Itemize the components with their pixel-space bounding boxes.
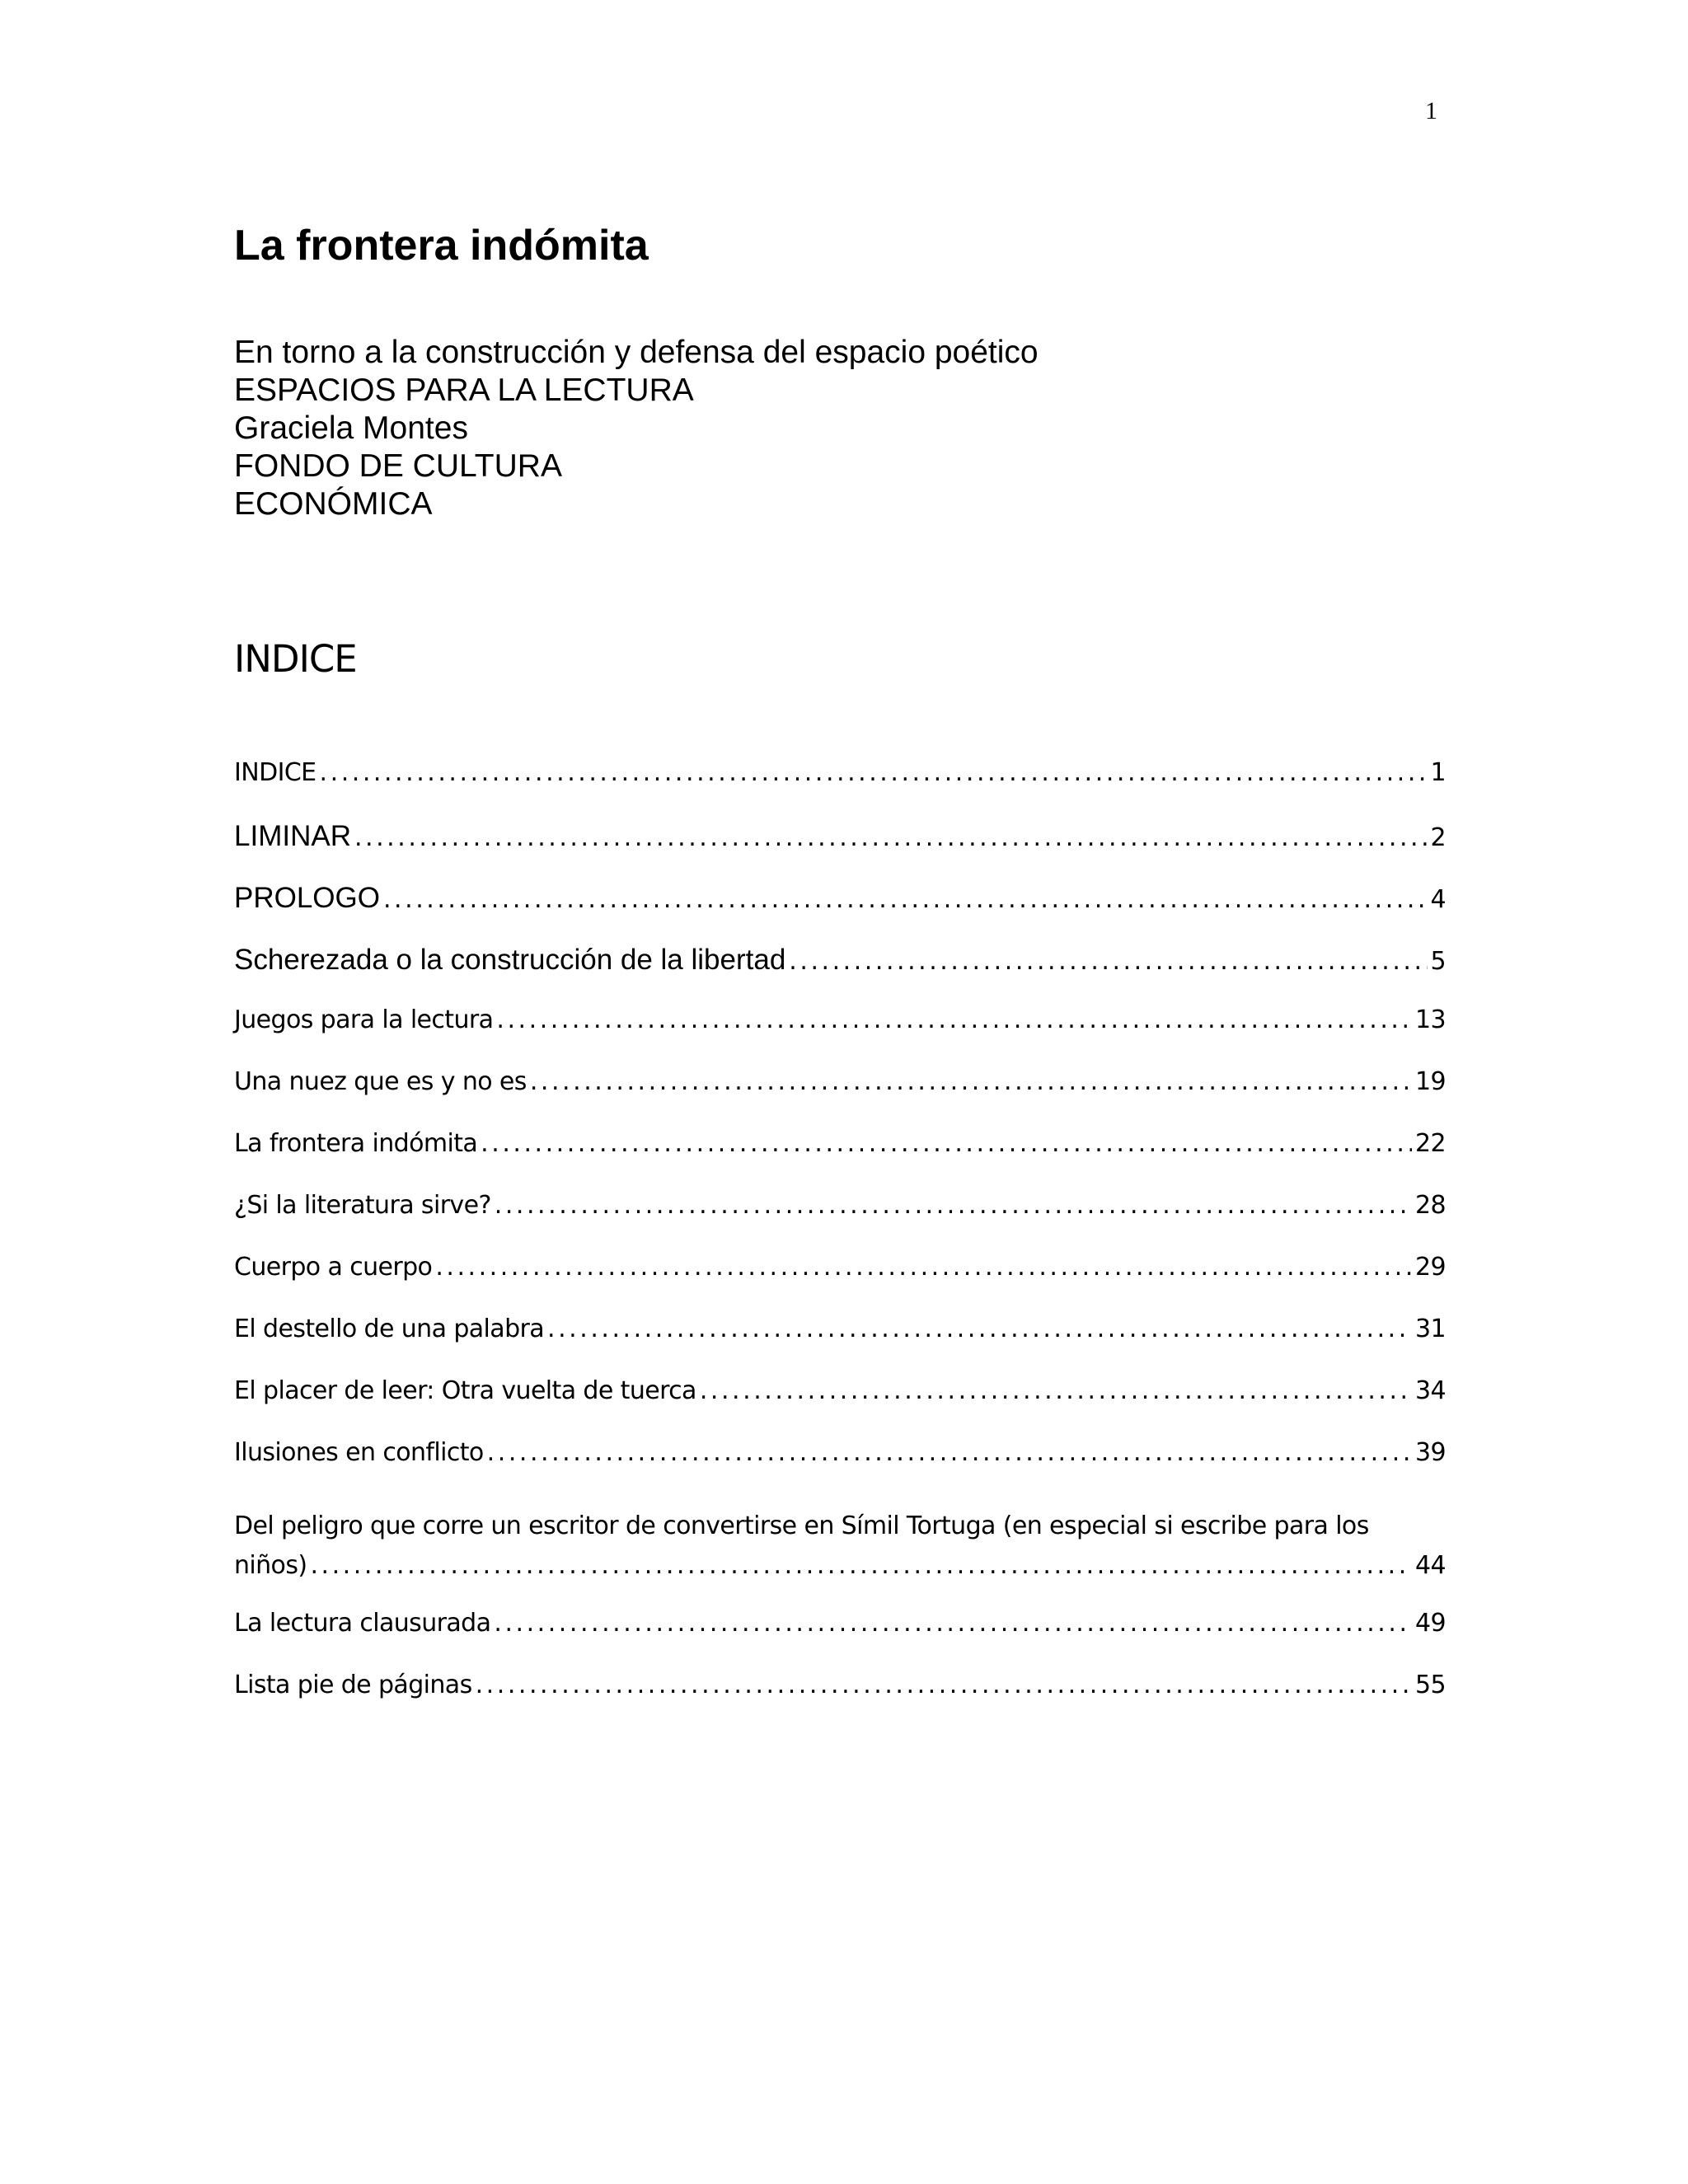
toc-entry-page: 28 [1415,1191,1446,1220]
toc-entry-page: 1 [1430,758,1446,787]
toc-entry-page: 22 [1415,1129,1446,1158]
toc-dot-leader [435,1253,1412,1282]
toc-entry-label: LIMINAR [234,820,351,852]
toc-entry-cuerpo[interactable] [234,1253,1446,1315]
toc-entry-scherezada[interactable] [234,944,1446,1005]
toc-entry-label: ¿Si la literatura sirve? [234,1191,491,1220]
toc-entry-indice[interactable] [234,758,1446,820]
toc-entry-label: Cuerpo a cuerpo [234,1253,433,1282]
toc-dot-leader [789,947,1427,976]
author-line: Graciela Montes [234,410,468,446]
toc-entry-page: 5 [1430,947,1446,976]
publisher-line-continued: ECONÓMICA [234,486,433,522]
toc-entry-label: Scherezada o la construcción de la libertad [234,944,786,976]
toc-dot-leader [495,1191,1412,1220]
toc-entry-page: 39 [1415,1438,1446,1467]
series-line: ESPACIOS PARA LA LECTURA [234,373,694,408]
toc-dot-leader [700,1376,1412,1405]
toc-entry-label: Juegos para la lectura [234,1005,494,1034]
publisher-line: FONDO DE CULTURA [234,448,562,484]
toc-entry-label: El placer de leer: Otra vuelta de tuerca [234,1376,696,1405]
toc-entry-label-line-2: niños) [234,1551,307,1580]
toc-entry-page: 29 [1415,1253,1446,1282]
toc-entry-page: 13 [1415,1005,1446,1034]
toc-entry-nuez[interactable] [234,1067,1446,1129]
toc-entry-liminar[interactable] [234,820,1446,882]
toc-entry-page: 2 [1430,823,1446,852]
toc-entry-label: La frontera indómita [234,1129,478,1158]
toc-entry-pie-de-paginas[interactable] [234,1671,1446,1732]
toc-entry-page: 31 [1415,1315,1446,1343]
toc-entry-placer[interactable] [234,1376,1446,1438]
toc-dot-leader [496,1005,1412,1034]
toc-entry-juegos[interactable] [234,1005,1446,1067]
toc-dot-leader [383,885,1428,914]
toc-entry-clausurada[interactable] [234,1609,1446,1671]
toc-dot-leader [487,1438,1412,1467]
subtitle-line: En torno a la construcción y defensa del espacio poético [234,335,1039,370]
toc-dot-leader [320,758,1428,787]
toc-dot-leader [476,1671,1412,1699]
subtitle-block [234,334,1039,523]
toc-dot-leader [354,823,1428,852]
toc-entry-frontera[interactable] [234,1129,1446,1191]
toc-dot-leader [547,1315,1412,1343]
toc-entry-ilusiones[interactable] [234,1438,1446,1500]
toc-entry-label: La lectura clausurada [234,1609,491,1638]
toc-entry-label: El destello de una palabra [234,1315,545,1343]
index-heading: INDICE [234,637,357,681]
table-of-contents [234,758,1446,1732]
document-title: La frontera indómita [234,222,649,269]
toc-entry-label: PROLOGO [234,882,380,914]
toc-entry-page: 4 [1430,885,1446,914]
toc-dot-leader [481,1129,1412,1158]
toc-entry-page: 55 [1415,1671,1446,1699]
toc-entry-label: Ilusiones en conflicto [234,1438,484,1467]
toc-entry-label: Lista pie de páginas [234,1671,472,1699]
toc-entry-page: 34 [1415,1376,1446,1405]
toc-entry-literatura[interactable] [234,1191,1446,1253]
toc-entry-destello[interactable] [234,1315,1446,1376]
page-number: 1 [1425,97,1437,124]
toc-entry-page: 19 [1415,1067,1446,1096]
toc-entry-peligro[interactable] [234,1500,1446,1609]
toc-entry-label: INDICE [234,758,316,787]
toc-entry-page: 44 [1415,1551,1446,1580]
toc-dot-leader [310,1546,1412,1586]
toc-dot-leader [530,1067,1412,1096]
toc-entry-label: Una nuez que es y no es [234,1067,527,1096]
toc-entry-label-line-1: Del peligro que corre un escritor de convertirse en Símil Tortuga (en especial si escribe para los [234,1511,1369,1540]
toc-entry-page: 49 [1415,1609,1446,1638]
toc-entry-prologo[interactable] [234,882,1446,944]
toc-dot-leader [494,1609,1412,1638]
